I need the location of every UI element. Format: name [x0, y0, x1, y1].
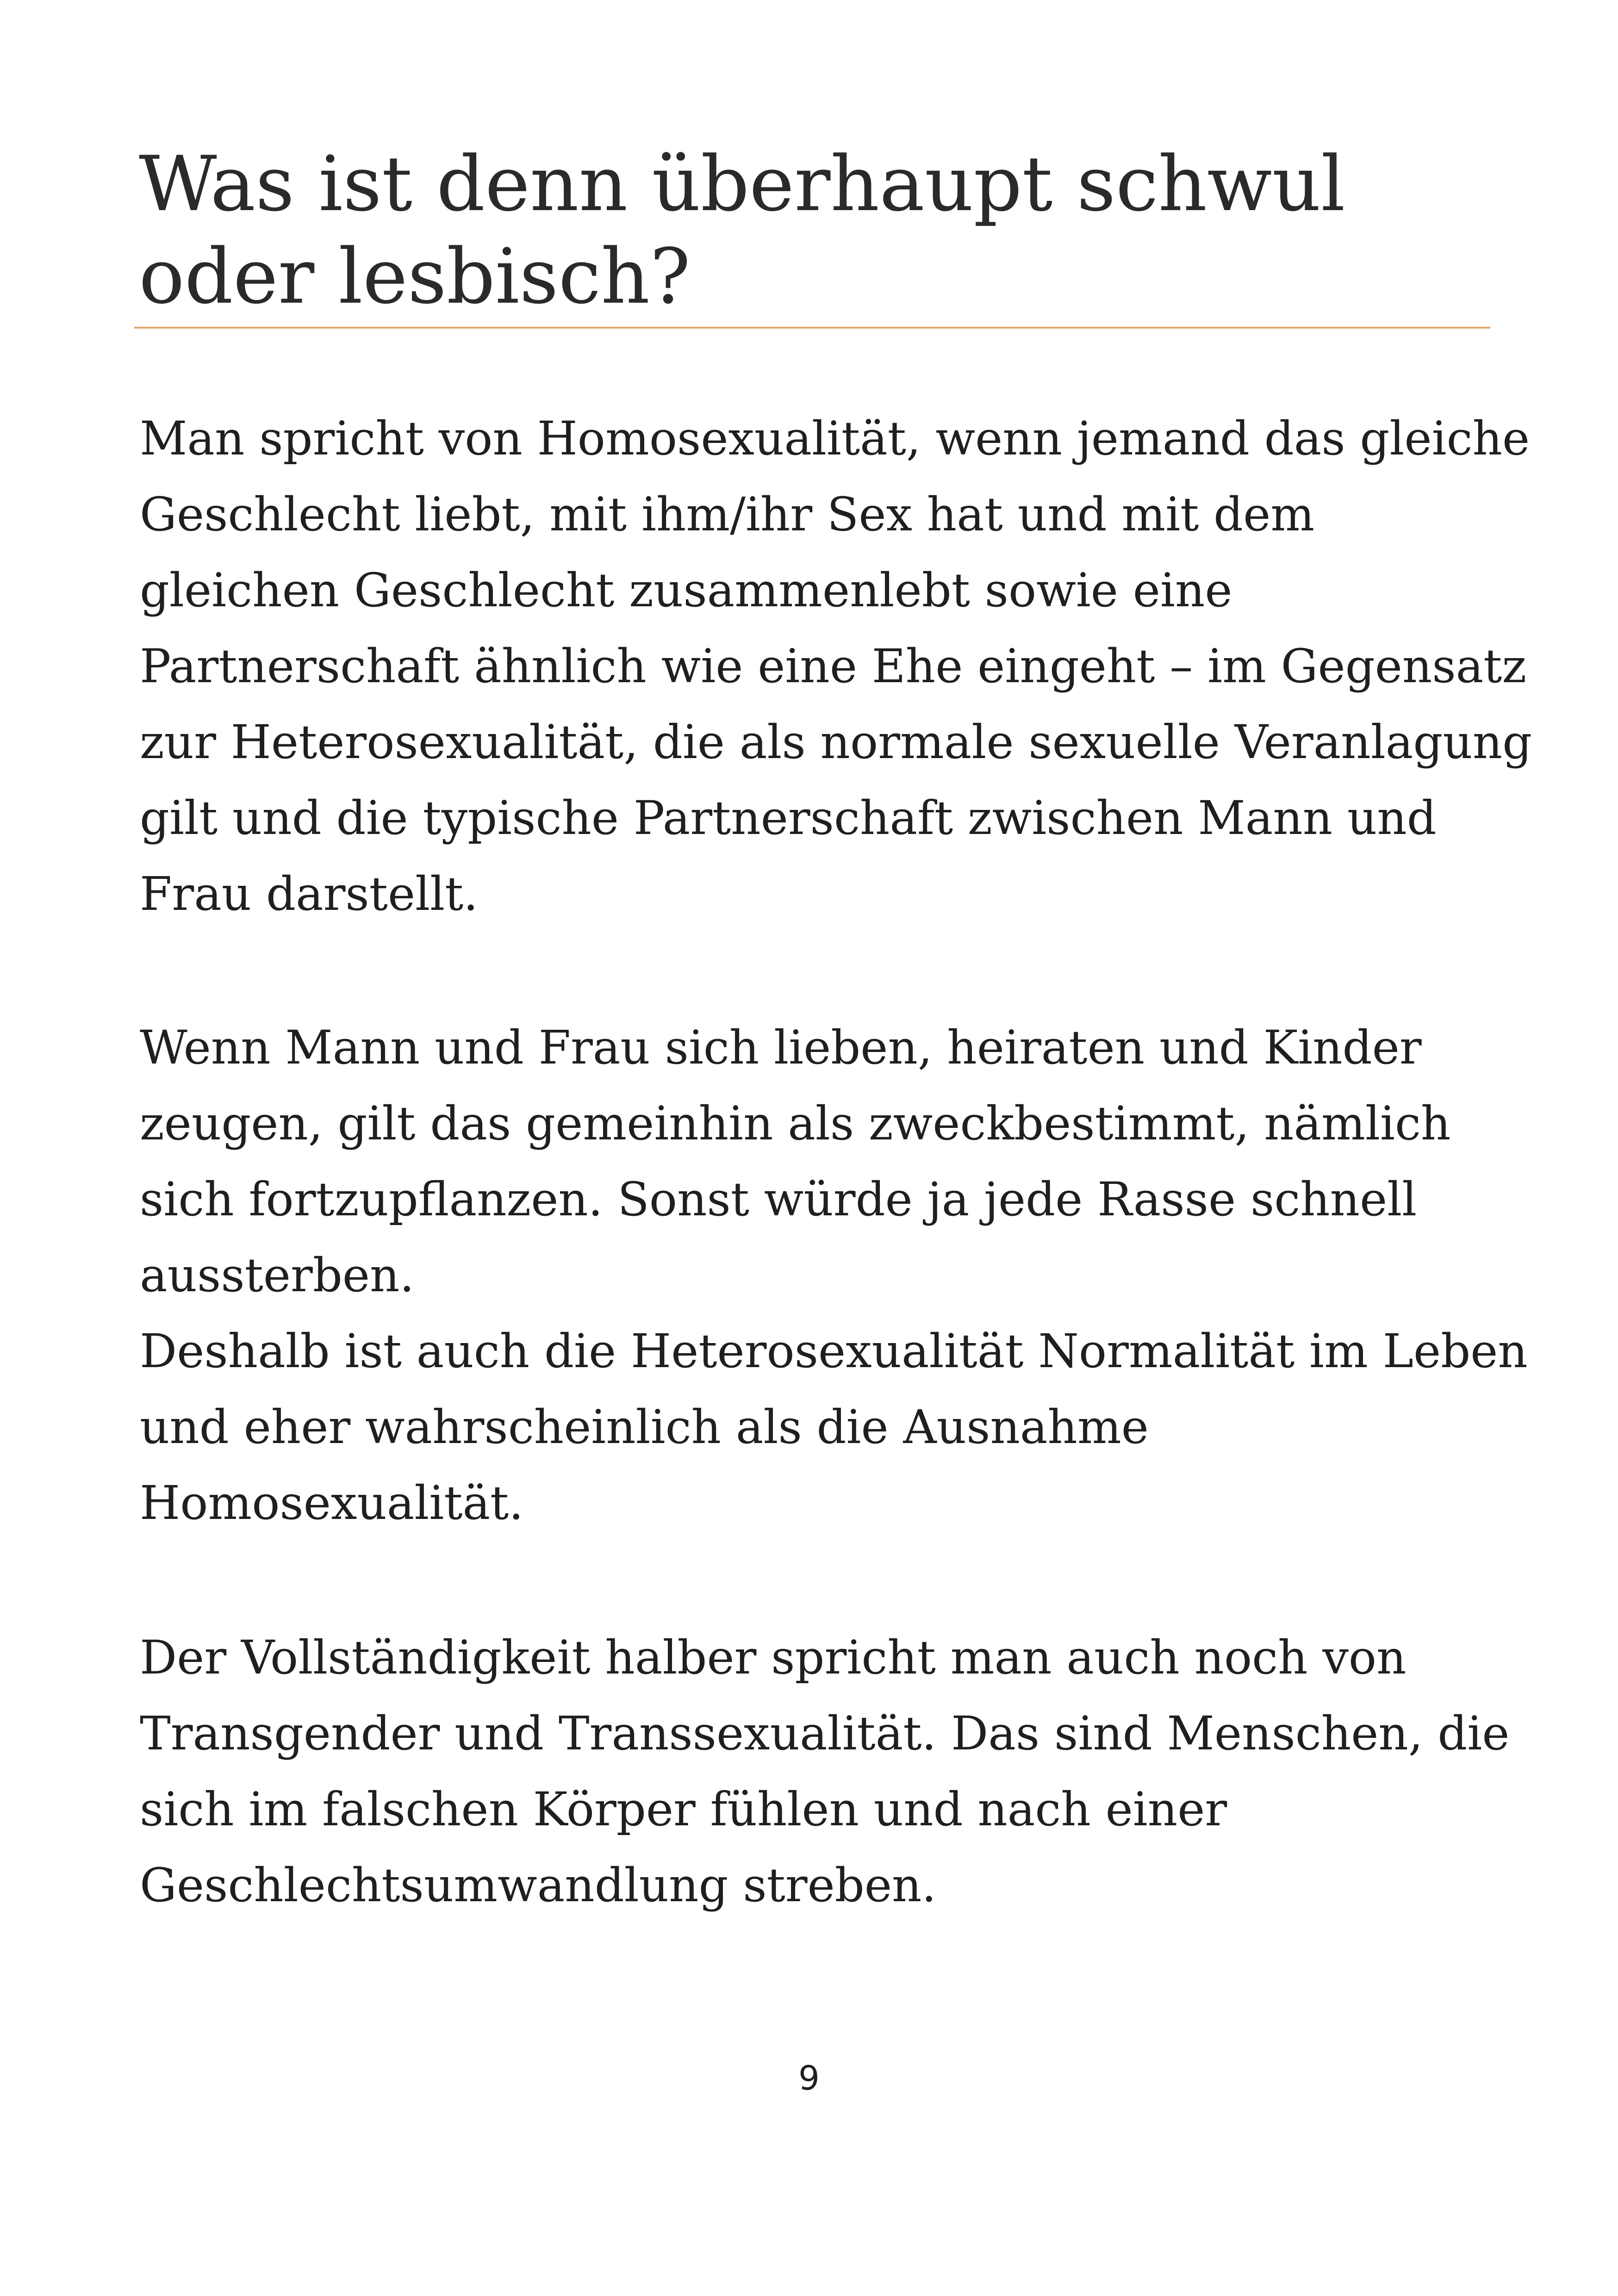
- paragraph-2-line-3: sich fortzupflanzen. Sonst würde ja jede Rasse schnell: [140, 1172, 1417, 1226]
- page-title: [139, 138, 1527, 323]
- paragraph-3: [140, 1620, 1510, 1923]
- paragraph-1-line-5: zur Heterosexualität, die als normale sexuelle Veranlagung: [140, 715, 1532, 769]
- paragraph-1-line-6: gilt und die typische Partnerschaft zwischen Mann und: [140, 791, 1437, 845]
- paragraph-2-line-4: aussterben.: [140, 1248, 415, 1302]
- paragraph-3-line-3: sich im falschen Körper fühlen und nach einer: [140, 1782, 1227, 1836]
- paragraph-1-line-3: gleichen Geschlecht zusammenlebt sowie eine: [140, 563, 1232, 617]
- paragraph-2-line-1: Wenn Mann und Frau sich lieben, heiraten und Kinder: [140, 1020, 1422, 1075]
- title-divider: [134, 327, 1490, 329]
- paragraph-2: [140, 1010, 1528, 1541]
- paragraph-3-line-2: Transgender und Transsexualität. Das sind Menschen, die: [140, 1706, 1510, 1761]
- page-title-line-2: oder lesbisch?: [139, 232, 691, 321]
- paragraph-1-line-1: Man spricht von Homosexualität, wenn jemand das gleiche: [140, 411, 1530, 466]
- page-title-line-1: Was ist denn überhaupt schwul: [139, 140, 1345, 228]
- paragraph-1: [140, 401, 1532, 932]
- paragraph-1-line-7: Frau darstellt.: [140, 867, 479, 921]
- paragraph-2-line-2: zeugen, gilt das gemeinhin als zweckbestimmt, nämlich: [140, 1096, 1451, 1151]
- paragraph-2-line-7: Homosexualität.: [140, 1476, 524, 1530]
- paragraph-1-line-2: Geschlecht liebt, mit ihm/ihr Sex hat und mit dem: [140, 487, 1315, 541]
- paragraph-2-line-6: und eher wahrscheinlich als die Ausnahme: [140, 1400, 1149, 1454]
- paragraph-2-line-5: Deshalb ist auch die Heterosexualität Normalität im Leben: [140, 1324, 1528, 1378]
- paragraph-1-line-4: Partnerschaft ähnlich wie eine Ehe eingeht – im Gegensatz: [140, 639, 1527, 693]
- paragraph-3-line-4: Geschlechtsumwandlung streben.: [140, 1858, 937, 1912]
- page-number: 9: [798, 2059, 820, 2097]
- paragraph-3-line-1: Der Vollständigkeit halber spricht man auch noch von: [140, 1630, 1406, 1685]
